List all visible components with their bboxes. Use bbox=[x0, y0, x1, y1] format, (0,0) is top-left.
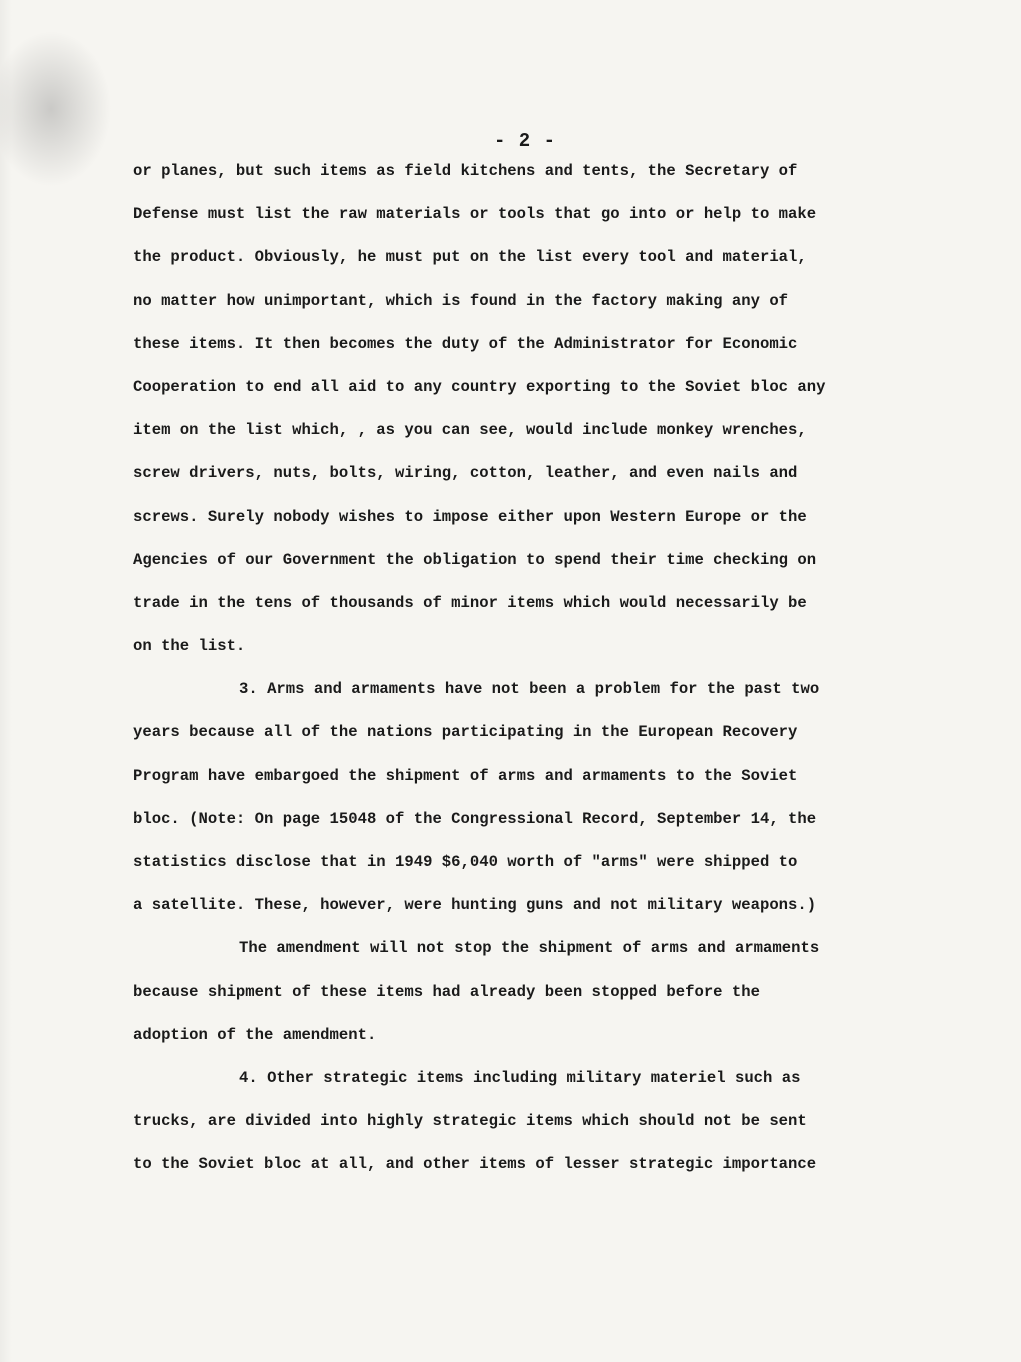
text-line: trade in the tens of thousands of minor items which would necessarily be bbox=[133, 593, 807, 612]
text-line: no matter how unimportant, which is found in the factory making any of bbox=[133, 291, 789, 310]
text-line: trucks, are divided into highly strategic items which should not be sent bbox=[133, 1112, 807, 1131]
text-line: adoption of the amendment. bbox=[133, 1025, 377, 1044]
text-line: to the Soviet bloc at all, and other items of lesser strategic importance bbox=[133, 1155, 817, 1174]
text-line: screws. Surely nobody wishes to impose either upon Western Europe or the bbox=[133, 507, 807, 526]
text-line: because shipment of these items had already been stopped before the bbox=[133, 982, 760, 1001]
text-line: item on the list which, , as you can see, would include monkey wrenches, bbox=[133, 421, 807, 440]
text-line: Cooperation to end all aid to any country exporting to the Soviet bloc any bbox=[133, 377, 826, 396]
text-line: or planes, but such items as field kitchens and tents, the Secretary of bbox=[133, 162, 798, 180]
text-line: Agencies of our Government the obligation to spend their time checking on bbox=[133, 550, 817, 569]
text-line: 4. Other strategic items including military materiel such as bbox=[239, 1068, 801, 1087]
text-line: these items. It then becomes the duty of the Administrator for Economic bbox=[133, 334, 798, 353]
page-number: - 2 - bbox=[493, 130, 556, 152]
text-line: 3. Arms and armaments have not been a problem for the past two bbox=[239, 680, 820, 699]
text-line: The amendment will not stop the shipment of arms and armaments bbox=[239, 939, 820, 958]
text-line: a satellite. These, however, were hunting guns and not military weapons.) bbox=[133, 896, 817, 915]
text-line: screw drivers, nuts, bolts, wiring, cotton, leather, and even nails and bbox=[133, 464, 798, 483]
text-line: the product. Obviously, he must put on the list every tool and material, bbox=[133, 248, 807, 267]
text-line: Program have embargoed the shipment of arms and armaments to the Soviet bbox=[133, 766, 798, 785]
document-body bbox=[133, 150, 933, 1187]
text-line: bloc. (Note: On page 15048 of the Congressional Record, September 14, the bbox=[133, 809, 817, 828]
text-line: years because all of the nations participating in the European Recovery bbox=[133, 723, 798, 742]
text-line: on the list. bbox=[133, 637, 246, 656]
text-line: Defense must list the raw materials or tools that go into or help to make bbox=[133, 205, 817, 224]
text-line: statistics disclose that in 1949 $6,040 worth of "arms" were shipped to bbox=[133, 853, 798, 871]
